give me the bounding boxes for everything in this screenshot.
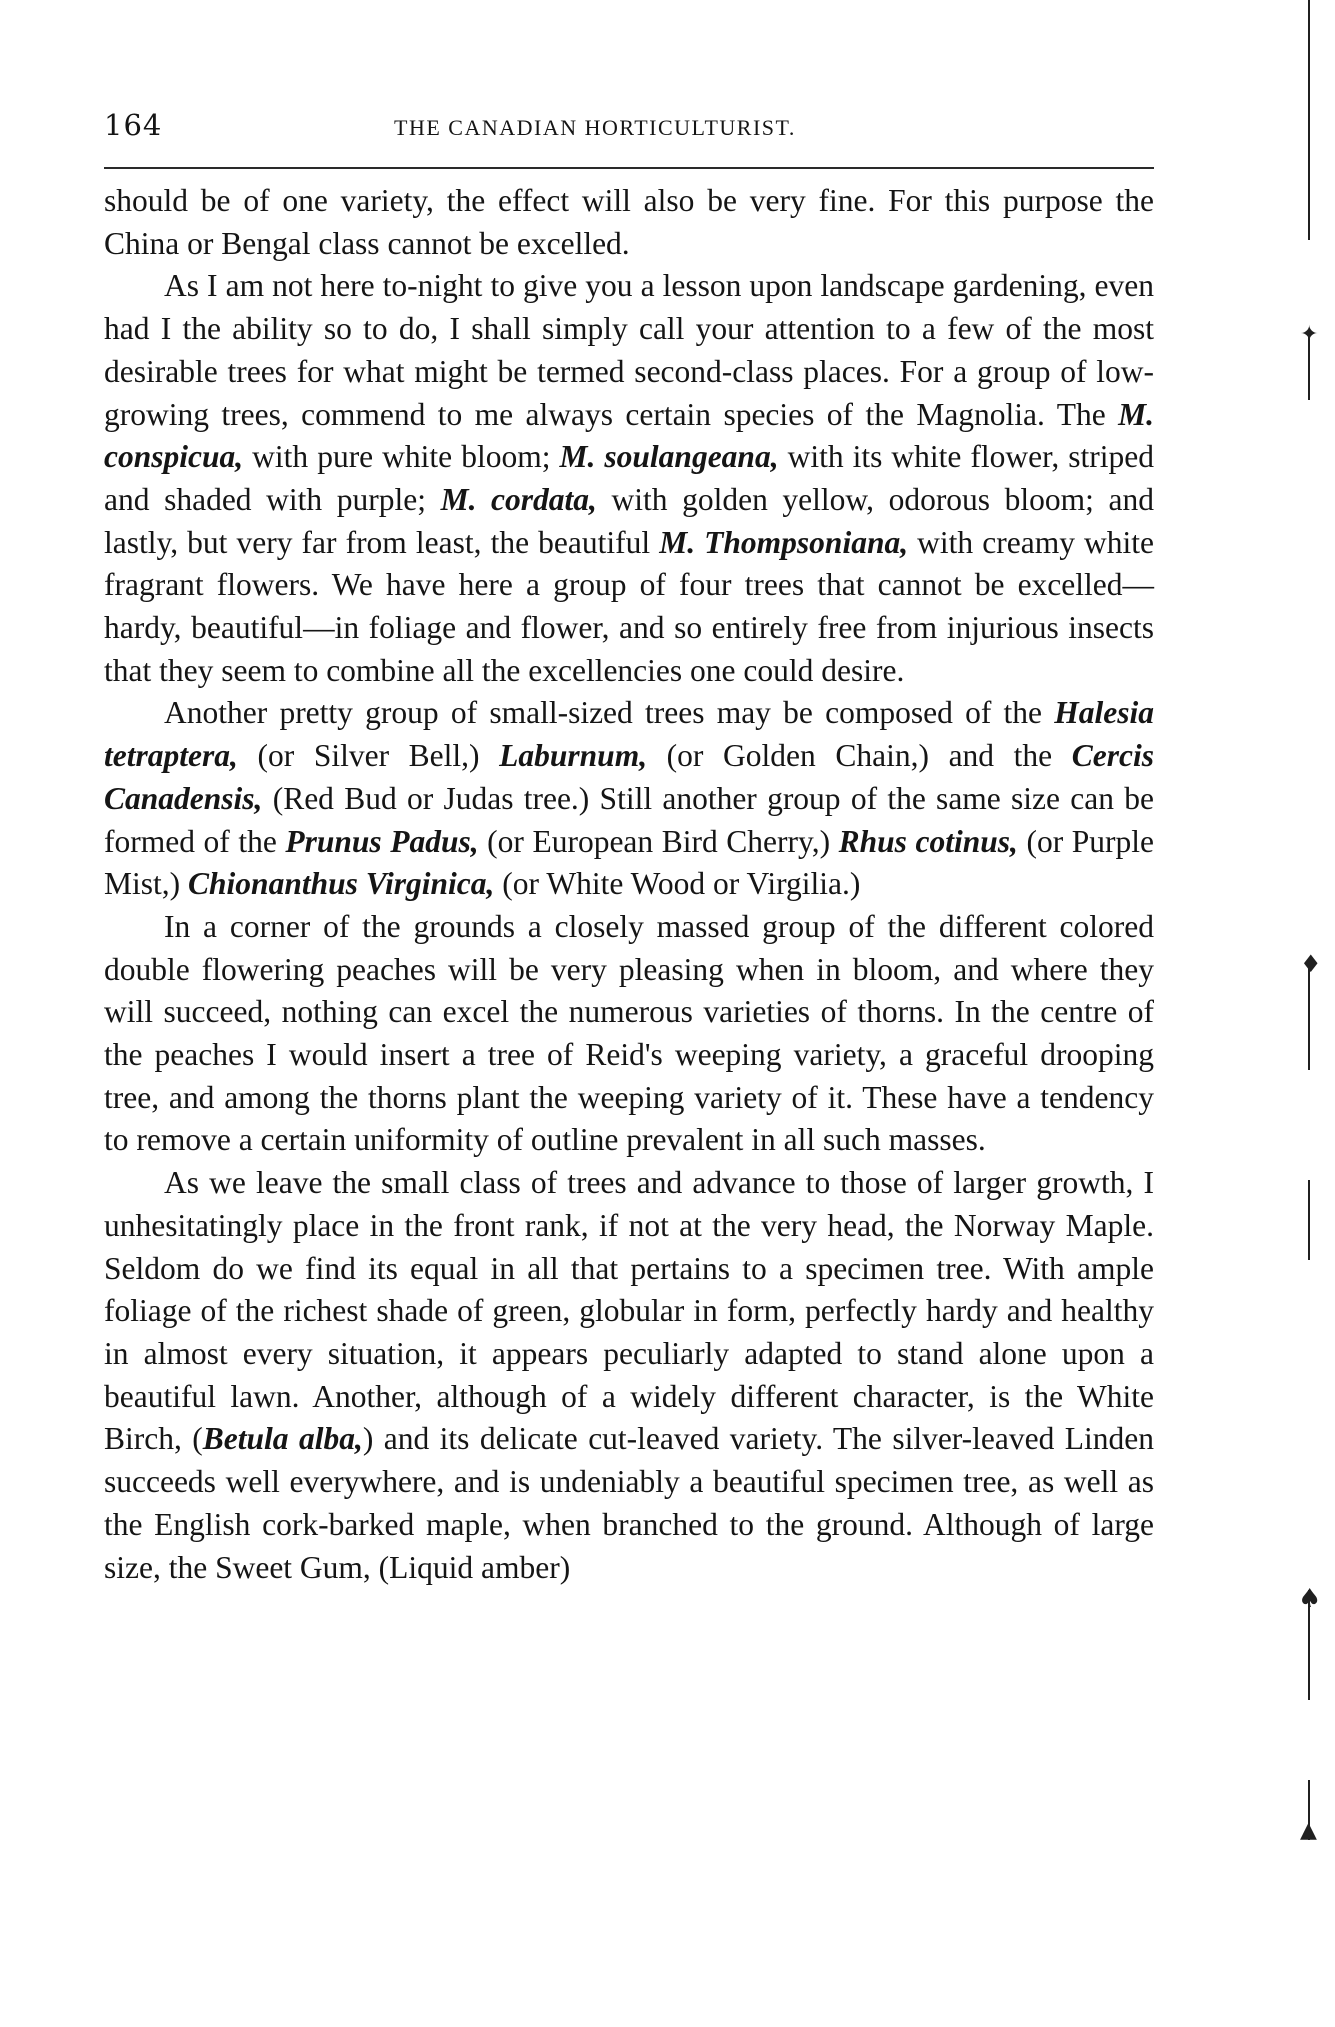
text-run: In a corner of the grounds a closely massed group of the different colored double flowering peaches will be very pleasing when in bloom, and where they will succeed, nothing can excel the numerous varieties of thorns. In the centre of the peaches I would insert a tree of Reid's weeping variety, a graceful drooping tree, and among the thorns plant the weeping variety of it. These have a tendency to remove a certain uniformity of outline prevalent in all such masses. [104, 908, 1154, 1158]
text-run: with golden yellow, odorous bloom; and lastly, but very far from least, the beautiful [104, 481, 1154, 560]
header-rule [104, 167, 1154, 169]
italic-botanical-name: M. soulangeana, [559, 439, 779, 475]
text-run: Another pretty group of small-sized trees may be composed of the [164, 695, 1055, 731]
text-run: with its white flower, striped and shaded with purple; [104, 439, 1155, 517]
text-run: (or Purple Mist,) [104, 823, 1154, 902]
scan-edge-line [1308, 0, 1310, 240]
text-run: with creamy white fragrant flowers. We have here a group of four trees that cannot be excelled—hardy, beautiful—in foliage and flower, and so entirely free from injurious insects that they seem to combine all the excellencies one could desire. [104, 524, 1155, 688]
italic-botanical-name: Chionanthus Virginica, [188, 866, 495, 902]
page-number: 164 [104, 108, 163, 142]
italic-botanical-name: M. conspicua, [104, 396, 1154, 475]
page-header [104, 108, 1154, 150]
italic-botanical-name: M. Thompsoniana, [659, 524, 909, 560]
italic-botanical-name: Rhus cotinus, [838, 823, 1018, 859]
italic-botanical-name: Betula alba, [202, 1421, 363, 1457]
scan-blot: ▲ [1300, 1818, 1317, 1843]
text-run: with pure white bloom; [243, 439, 560, 475]
text-run: should be of one variety, the effect will also be very fine. For this purpose the China or Bengal class cannot be excelled. [104, 183, 1154, 261]
italic-botanical-name: Cercis Canadensis, [104, 738, 1154, 816]
running-head: THE CANADIAN HORTICULTURIST. [394, 115, 796, 140]
italic-botanical-name: Halesia tetraptera, [104, 695, 1154, 774]
scan-margin-artifacts [1280, 0, 1335, 2027]
scan-edge-line [1308, 1180, 1310, 1260]
text-run: ) and its delicate cut-leaved variety. The silver-leaved Linden succeeds well everywhere, and is undeniably a beautiful specimen tree, as well as the English cork-barked maple, when branched to the ground. Although of large size, the Sweet Gum, (Liquid amber) [104, 1421, 1154, 1585]
italic-botanical-name: Laburnum, [499, 738, 648, 774]
paragraph [104, 180, 1154, 265]
text-run: (Red Bud or Judas tree.) Still another group of the same size can be formed of the [104, 780, 1154, 859]
paragraph [104, 906, 1154, 1162]
scan-blot: ♦ [1300, 950, 1322, 978]
text-run: (or White Wood or Virgilia.) [494, 866, 861, 902]
italic-botanical-name: M. cordata, [440, 481, 597, 517]
paragraph [104, 265, 1154, 692]
paragraph [104, 692, 1154, 906]
text-run: As I am not here to-night to give you a lesson upon landscape gardening, even had I the ability so to do, I shall simply call your attention to a few of the most desirable trees for what might be termed second-class places. For a group of low-growing trees, commend to me always certain species of the Magnolia. The [104, 268, 1154, 432]
text-run: (or Golden Chain,) and the [647, 738, 1072, 774]
text-run: (or European Bird Cherry,) [478, 823, 839, 859]
text-run: (or Silver Bell,) [237, 738, 500, 774]
article-body [104, 180, 1154, 1589]
paragraph [104, 1162, 1154, 1589]
italic-botanical-name: Prunus Padus, [285, 823, 479, 859]
scan-blot: ✦ [1300, 322, 1319, 347]
text-run: As we leave the small class of trees and advance to those of larger growth, I unhesitatingly place in the front rank, if not at the very head, the Norway Maple. Seldom do we find its equal in all that pertains to a specimen tree. With ample foliage of the richest shade of green, globular in form, perfectly hardy and healthy in almost every situation, it appears peculiarly adapted to stand alone upon a beautiful lawn. Another, although of a widely different character, is the White Birch, ( [104, 1165, 1154, 1457]
scan-blot: ♠ [1298, 1584, 1322, 1614]
